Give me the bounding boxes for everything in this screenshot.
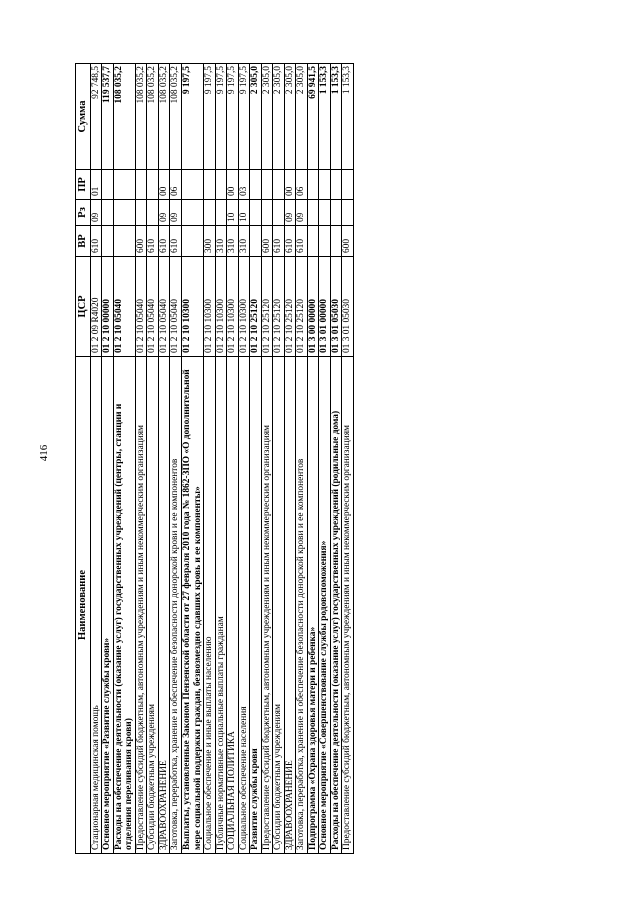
table-row — [284, 64, 296, 854]
header-name: Наименование — [76, 357, 91, 854]
cell-vr — [307, 226, 319, 257]
cell-sum: 108 035,2 — [113, 64, 135, 170]
cell-name: ЗДРАВООХРАНЕНИЕ — [158, 357, 170, 854]
table-row — [204, 64, 216, 854]
table-row — [307, 64, 319, 854]
cell-name: Расходы на обеспечение деятельности (оказание услуг) государственных учреждений (родильные дома) — [330, 357, 342, 854]
cell-csr: 01 3 00 00000 — [307, 257, 319, 357]
cell-vr: 610 — [90, 226, 102, 257]
cell-vr — [250, 226, 262, 257]
cell-rz — [147, 200, 159, 226]
cell-rz: 09 — [296, 200, 308, 226]
table-row — [296, 64, 308, 854]
cell-rz: 09 — [90, 200, 102, 226]
cell-csr: 01 2 10 05040 — [158, 257, 170, 357]
cell-vr: 310 — [215, 226, 227, 257]
cell-pr — [135, 170, 147, 200]
cell-rz — [204, 200, 216, 226]
cell-csr: 01 2 10 10300 — [204, 257, 216, 357]
cell-rz — [215, 200, 227, 226]
table-row — [170, 64, 182, 854]
cell-pr — [273, 170, 285, 200]
cell-rz — [182, 200, 204, 226]
cell-name: Расходы на обеспечение деятельности (оказание услуг) государственных учреждений (центры, станции и отделения переливания крови) — [113, 357, 135, 854]
table-row — [158, 64, 170, 854]
cell-vr: 300 — [204, 226, 216, 257]
cell-vr: 610 — [158, 226, 170, 257]
cell-sum: 108 035,2 — [158, 64, 170, 170]
cell-pr: 06 — [170, 170, 182, 200]
cell-vr: 600 — [342, 226, 354, 257]
cell-sum: 92 748,5 — [90, 64, 102, 170]
cell-csr: 01 2 10 05040 — [170, 257, 182, 357]
cell-csr: 01 2 10 05040 — [113, 257, 135, 357]
cell-sum: 9 197,5 — [182, 64, 204, 170]
cell-pr — [250, 170, 262, 200]
cell-rz: 09 — [170, 200, 182, 226]
cell-rz — [319, 200, 331, 226]
budget-table — [75, 63, 354, 854]
cell-name: СОЦИАЛЬНАЯ ПОЛИТИКА — [227, 357, 239, 854]
cell-sum: 2 305,0 — [250, 64, 262, 170]
cell-csr: 01 2 10 25120 — [250, 257, 262, 357]
rotated-budget-table-wrapper — [75, 64, 565, 854]
cell-pr — [261, 170, 273, 200]
cell-csr: 01 2 10 00000 — [102, 257, 114, 357]
cell-pr — [182, 170, 204, 200]
cell-name: Социальное обеспечение населения — [238, 357, 250, 854]
cell-rz: 09 — [284, 200, 296, 226]
cell-rz — [273, 200, 285, 226]
table-row — [238, 64, 250, 854]
cell-vr: 310 — [238, 226, 250, 257]
table-row — [250, 64, 262, 854]
cell-sum: 2 305,0 — [296, 64, 308, 170]
cell-rz — [102, 200, 114, 226]
cell-rz: 10 — [238, 200, 250, 226]
cell-vr: 610 — [296, 226, 308, 257]
cell-pr — [342, 170, 354, 200]
table-row — [319, 64, 331, 854]
cell-name: Выплаты, установленные Законом Пензенской области от 27 февраля 2010 года № 1862-ЗПО «О дополнительной мере социальной поддержки граждан, безвозмездно сдавших кровь и ее компоненты» — [182, 357, 204, 854]
cell-csr: 01 2 09 R4020 — [90, 257, 102, 357]
cell-name: Стационарная медицинская помощь — [90, 357, 102, 854]
cell-pr — [319, 170, 331, 200]
table-row — [147, 64, 159, 854]
table-row — [342, 64, 354, 854]
cell-name: Субсидии бюджетным учреждениям — [273, 357, 285, 854]
cell-name: Основное мероприятие «Совершенствование службы родовспоможения» — [319, 357, 331, 854]
table-row — [182, 64, 204, 854]
cell-pr — [215, 170, 227, 200]
cell-name: Развитие службы крови — [250, 357, 262, 854]
cell-sum: 9 197,5 — [238, 64, 250, 170]
cell-pr: 03 — [238, 170, 250, 200]
cell-rz — [330, 200, 342, 226]
cell-sum: 9 197,5 — [215, 64, 227, 170]
cell-sum: 2 305,0 — [284, 64, 296, 170]
cell-sum: 2 305,0 — [273, 64, 285, 170]
cell-sum: 1 153,3 — [342, 64, 354, 170]
table-row — [113, 64, 135, 854]
cell-rz — [250, 200, 262, 226]
table-row — [261, 64, 273, 854]
page-number: 416 — [38, 444, 50, 462]
cell-csr: 01 2 10 10300 — [227, 257, 239, 357]
table-row — [273, 64, 285, 854]
cell-csr: 01 2 10 25120 — [261, 257, 273, 357]
cell-pr: 01 — [90, 170, 102, 200]
table-body — [90, 64, 353, 854]
cell-csr: 01 2 10 25120 — [284, 257, 296, 357]
cell-sum: 119 537,7 — [102, 64, 114, 170]
cell-csr: 01 2 10 10300 — [238, 257, 250, 357]
header-rz: Рз — [76, 200, 91, 226]
cell-csr: 01 3 01 05030 — [330, 257, 342, 357]
cell-rz — [135, 200, 147, 226]
cell-vr: 310 — [227, 226, 239, 257]
table-row — [227, 64, 239, 854]
cell-pr — [204, 170, 216, 200]
cell-vr: 600 — [135, 226, 147, 257]
cell-name: Предоставление субсидий бюджетным, автономным учреждениям и иным некоммерческим организациям — [261, 357, 273, 854]
cell-vr — [330, 226, 342, 257]
cell-name: Заготовка, переработка, хранение и обеспечение безопасности донорской крови и ее компонентов — [170, 357, 182, 854]
table-row — [102, 64, 114, 854]
cell-csr: 01 2 10 05040 — [147, 257, 159, 357]
cell-pr: 06 — [296, 170, 308, 200]
cell-rz — [342, 200, 354, 226]
cell-name: Основное мероприятие «Развитие службы крови» — [102, 357, 114, 854]
cell-sum: 108 035,2 — [135, 64, 147, 170]
cell-name: Подпрограмма «Охрана здоровья матери и ребенка» — [307, 357, 319, 854]
cell-csr: 01 2 10 10300 — [182, 257, 204, 357]
cell-pr — [102, 170, 114, 200]
cell-vr — [319, 226, 331, 257]
cell-sum: 9 197,5 — [227, 64, 239, 170]
cell-csr: 01 2 10 05040 — [135, 257, 147, 357]
cell-rz: 09 — [158, 200, 170, 226]
cell-sum: 69 941,5 — [307, 64, 319, 170]
cell-name: Предоставление субсидий бюджетным, автономным учреждениям и иным некоммерческим организациям — [342, 357, 354, 854]
cell-csr: 01 2 10 25120 — [296, 257, 308, 357]
table-row — [330, 64, 342, 854]
table-row — [215, 64, 227, 854]
cell-sum: 1 153,3 — [330, 64, 342, 170]
cell-name: Публичные нормативные социальные выплаты гражданам — [215, 357, 227, 854]
cell-name: Заготовка, переработка, хранение и обеспечение безопасности донорской крови и ее компонентов — [296, 357, 308, 854]
cell-rz — [261, 200, 273, 226]
cell-vr: 610 — [147, 226, 159, 257]
cell-vr — [182, 226, 204, 257]
cell-pr: 00 — [158, 170, 170, 200]
cell-csr: 01 3 01 00000 — [319, 257, 331, 357]
table-header-row — [76, 64, 91, 854]
cell-vr: 600 — [261, 226, 273, 257]
cell-csr: 01 2 10 25120 — [273, 257, 285, 357]
cell-sum: 2 305,0 — [261, 64, 273, 170]
cell-vr: 610 — [273, 226, 285, 257]
cell-name: Предоставление субсидий бюджетным, автономным учреждениям и иным некоммерческим организациям — [135, 357, 147, 854]
cell-sum: 9 197,5 — [204, 64, 216, 170]
cell-pr: 00 — [227, 170, 239, 200]
cell-pr: 00 — [284, 170, 296, 200]
cell-vr — [113, 226, 135, 257]
table-row — [90, 64, 102, 854]
cell-name: ЗДРАВООХРАНЕНИЕ — [284, 357, 296, 854]
cell-pr — [307, 170, 319, 200]
cell-rz: 10 — [227, 200, 239, 226]
cell-rz — [113, 200, 135, 226]
cell-sum: 1 153,3 — [319, 64, 331, 170]
header-pr: ПР — [76, 170, 91, 200]
cell-name: Социальное обеспечение и иные выплаты населению — [204, 357, 216, 854]
cell-csr: 01 2 10 10300 — [215, 257, 227, 357]
cell-pr — [113, 170, 135, 200]
header-sum: Сумма — [76, 64, 91, 170]
cell-sum: 108 035,2 — [170, 64, 182, 170]
cell-rz — [307, 200, 319, 226]
cell-vr: 610 — [170, 226, 182, 257]
header-csr: ЦСР — [76, 257, 91, 357]
cell-sum: 108 035,2 — [147, 64, 159, 170]
cell-name: Субсидии бюджетным учреждениям — [147, 357, 159, 854]
header-vr: ВР — [76, 226, 91, 257]
cell-vr: 610 — [284, 226, 296, 257]
cell-pr — [330, 170, 342, 200]
table-row — [135, 64, 147, 854]
cell-pr — [147, 170, 159, 200]
cell-csr: 01 3 01 05030 — [342, 257, 354, 357]
cell-vr — [102, 226, 114, 257]
